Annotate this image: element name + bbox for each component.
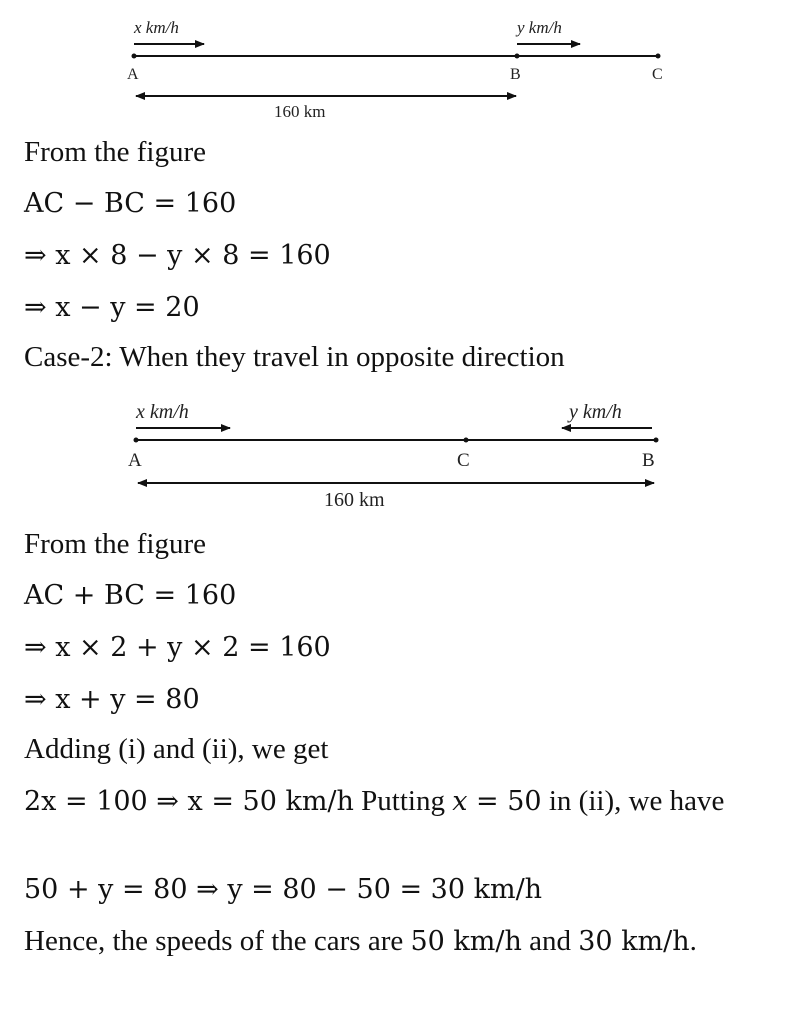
conclusion-paragraph	[24, 923, 764, 960]
point-c-dot	[464, 438, 469, 443]
distance-label: 160 km	[324, 489, 385, 511]
figure-opposite-direction	[0, 384, 791, 514]
x-equals-50	[452, 786, 541, 817]
case-2-heading: Case-2: When they travel in opposite direction	[24, 341, 565, 373]
speed-x-value: 50 km/h	[410, 926, 522, 957]
equation-x-minus-y: ⇒ x − y = 20	[24, 292, 200, 323]
equation-8x-8y: ⇒ x × 8 − y × 8 = 160	[24, 240, 331, 271]
conclusion-period: .	[689, 925, 697, 957]
point-b-label: B	[642, 450, 655, 471]
variable-x: x	[452, 786, 468, 817]
point-a-label: A	[128, 450, 142, 471]
point-b-dot	[515, 54, 520, 59]
distance-label: 160 km	[274, 102, 326, 121]
equation-x-plus-y: ⇒ x + y = 80	[24, 684, 200, 715]
speed-label-a: x km/h	[136, 401, 189, 423]
point-a-label: A	[127, 66, 139, 83]
equation-ac-minus-bc: AC − BC = 160	[24, 188, 237, 219]
equation-2x-2y: ⇒ x × 2 + y × 2 = 160	[24, 632, 331, 663]
adding-text: Adding (i) and (ii), we get	[24, 733, 329, 765]
conclusion-text: Hence, the speeds of the cars are	[24, 925, 411, 957]
equation-solve-y: 50 + y = 80 ⇒ y = 80 − 50 = 30 km/h	[24, 874, 543, 905]
point-c-label: C	[457, 450, 470, 471]
speed-label-b: y km/h	[569, 401, 622, 423]
point-c-label: C	[652, 66, 663, 83]
point-c-dot	[656, 54, 661, 59]
putting-text: Putting	[353, 785, 453, 817]
figure-same-direction	[0, 0, 791, 130]
equation-ac-plus-bc: AC + BC = 160	[24, 580, 237, 611]
in-ii-we-have-text: in (ii), we have	[541, 785, 725, 817]
point-a-dot	[132, 54, 137, 59]
point-b-dot	[654, 438, 659, 443]
from-figure-text-1: From the figure	[24, 136, 207, 168]
speed-y-value: 30 km/h	[578, 926, 690, 957]
point-a-dot	[134, 438, 139, 443]
solve-x-paragraph	[24, 784, 764, 819]
conclusion-and: and	[521, 925, 579, 957]
equation-2x-100: 2x = 100 ⇒ x = 50 km/h	[24, 786, 354, 817]
equals-50: = 50	[467, 786, 542, 817]
speed-label-a: x km/h	[134, 18, 179, 37]
point-b-label: B	[510, 66, 521, 83]
from-figure-text-2: From the figure	[24, 528, 207, 560]
speed-label-b: y km/h	[517, 18, 562, 37]
